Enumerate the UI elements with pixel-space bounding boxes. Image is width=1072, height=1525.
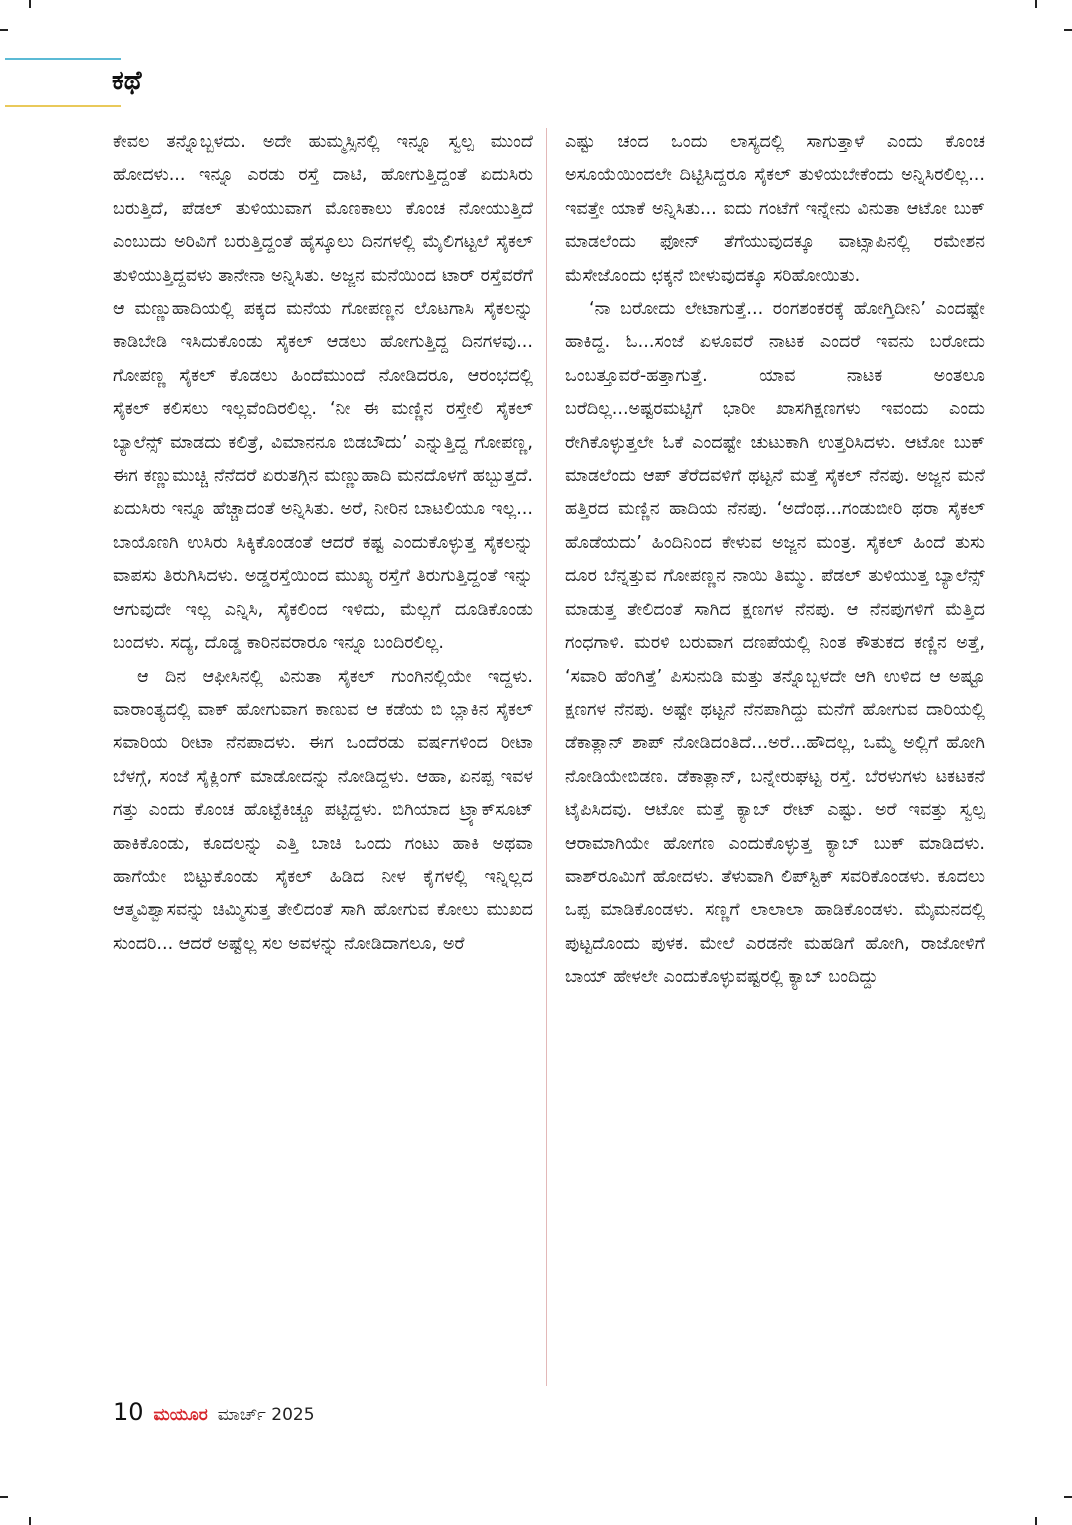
section-header: [0, 58, 142, 108]
page-footer: [113, 1398, 315, 1428]
article-column-left: [113, 126, 533, 961]
crop-mark: [1035, 0, 1037, 8]
paragraph: ಎಷ್ಟು ಚಂದ ಒಂದು ಲಾಸ್ಯದಲ್ಲಿ ಸಾಗುತ್ತಾಳೆ ಎಂದು ಕೊಂಚ ಅಸೂಯೆಯಿಂದಲೇ ದಿಟ್ಟಿಸಿದ್ದರೂ ಸೈಕಲ್ ತುಳಿಯಬೇಕೆಂದು ಅನ್ನಿಸಿರಲಿಲ್ಲ... ಇವತ್ತೇ ಯಾಕೆ ಅನ್ನಿಸಿತು... ಐದು ಗಂಟೆಗೆ ಇನ್ನೇನು ವಿನುತಾ ಆಟೋ ಬುಕ್ ಮಾಡಲೆಂದು ಫೋನ್ ತೆಗೆಯುವುದಕ್ಕೂ ವಾಟ್ಸಾಪಿನಲ್ಲಿ ರಮೇಶನ ಮೆಸೇಜೊಂದು ಛಕ್ಕನೆ ಬೀಳುವುದಕ್ಕೂ ಸರಿಹೋಯಿತು.: [565, 132, 985, 286]
crop-mark: [0, 29, 8, 31]
crop-mark: [1064, 1496, 1072, 1498]
crop-mark: [1064, 29, 1072, 31]
article-column-right: [565, 126, 985, 995]
magazine-logo: ಮಯೂರ: [153, 1405, 208, 1425]
header-rule-blue: [5, 58, 121, 60]
issue-date: ಮಾರ್ಚ್ 2025: [217, 1405, 315, 1425]
crop-mark: [29, 0, 31, 8]
section-label: ಕಥೆ: [112, 66, 142, 96]
crop-mark: [29, 1517, 31, 1525]
header-rule-yellow: [5, 105, 121, 107]
crop-mark: [0, 1496, 8, 1498]
paragraph: ‘ನಾ ಬರೋದು ಲೇಟಾಗುತ್ತೆ... ರಂಗಶಂಕರಕ್ಕೆ ಹೋಗ್ತಿದೀನಿ’ ಎಂದಷ್ಟೇ ಹಾಕಿದ್ದ. ಓ...ಸಂಜೆ ಏಳೂವರೆ ನಾಟಕ ಎಂದರೆ ಇವನು ಬರೋದು ಒಂಬತ್ತೂವರೆ-ಹತ್ತಾಗುತ್ತೆ. ಯಾವ ನಾಟಕ ಅಂತಲೂ ಬರೆದಿಲ್ಲ...ಅಷ್ಟರಮಟ್ಟಿಗೆ ಭಾರೀ ಖಾಸಗಿಕ್ಷಣಗಳು ಇವಂದು ಎಂದು ರೇಗಿಕೊಳ್ಳುತ್ತಲೇ ಓಕೆ ಎಂದಷ್ಟೇ ಚುಟುಕಾಗಿ ಉತ್ತರಿಸಿದಳು. ಆಟೋ ಬುಕ್ ಮಾಡಲೆಂದು ಆಪ್ ತೆರೆದವಳಿಗೆ ಥಟ್ಟನೆ ಮತ್ತೆ ಸೈಕಲ್ ನೆನಪು. ಅಜ್ಜನ ಮನೆ ಹತ್ತಿರದ ಮಣ್ಣಿನ ಹಾದಿಯ ನೆನಪು. ‘ಅದೆಂಥ...ಗಂಡುಬೀರಿ ಥರಾ ಸೈಕಲ್ ಹೊಡೆಯದು’ ಹಿಂದಿನಿಂದ ಕೇಳುವ ಅಜ್ಜನ ಮಂತ್ರ. ಸೈಕಲ್ ಹಿಂದೆ ತುಸು ದೂರ ಬೆನ್ನತ್ತುವ ಗೋಪಣ್ಣನ ನಾಯಿ ತಿಮ್ಮು. ಪೆಡಲ್ ತುಳಿಯುತ್ತ ಬ್ಯಾಲೆನ್ಸ್ ಮಾಡುತ್ತ ತೇಲಿದಂತೆ ಸಾಗಿದ ಕ್ಷಣಗಳ ನೆನಪು. ಆ ನೆನಪುಗಳಿಗೆ ಮೆತ್ತಿದ ಗಂಧಗಾಳಿ. ಮರಳಿ ಬರುವಾಗ ದಣಪೆಯಲ್ಲಿ ನಿಂತ ಕೌತುಕದ ಕಣ್ಣಿನ ಅತ್ತೆ, ‘ಸವಾರಿ ಹೆಂಗಿತ್ತೆ’ ಪಿಸುನುಡಿ ಮತ್ತು ತನ್ನೊಬ್ಬಳದೇ ಆಗಿ ಉಳಿದ ಆ ಅಷ್ಟೂ ಕ್ಷಣಗಳ ನೆನಪು. ಅಷ್ಟೇ ಥಟ್ಟನೆ ನೆನಪಾಗಿದ್ದು ಮನೆಗೆ ಹೋಗುವ ದಾರಿಯಲ್ಲಿ ಡೆಕಾತ್ಲಾನ್ ಶಾಪ್ ನೋಡಿದಂತಿದೆ...ಅರೆ...ಹೌದಲ್ಲ, ಒಮ್ಮೆ ಅಲ್ಲಿಗೆ ಹೋಗಿ ನೋಡಿಯೇಬಿಡಣ. ಡೆಕಾತ್ಲಾನ್, ಬನ್ನೇರುಘಟ್ಟ ರಸ್ತೆ. ಬೆರಳುಗಳು ಟಕಟಕನೆ ಟೈಪಿಸಿದವು. ಆಟೋ ಮತ್ತೆ ಕ್ಯಾಬ್ ರೇಟ್ ಎಷ್ಟು. ಅರೆ ಇವತ್ತು ಸ್ವಲ್ಪ ಆರಾಮಾಗಿಯೇ ಹೋಗಣ ಎಂದುಕೊಳ್ಳುತ್ತ ಕ್ಯಾಬ್ ಬುಕ್ ಮಾಡಿದಳು. ವಾಶ್‌ರೂಮಿಗೆ ಹೋದಳು. ತೆಳುವಾಗಿ ಲಿಪ್‌ಸ್ಟಿಕ್ ಸವರಿಕೊಂಡಳು. ಕೂದಲು ಒಪ್ಪ ಮಾಡಿಕೊಂಡಳು. ಸಣ್ಣಗೆ ಲಾಲಾಲಾ ಹಾಡಿಕೊಂಡಳು. ಮೈಮನದಲ್ಲಿ ಪುಟ್ಟದೊಂದು ಪುಳಕ. ಮೇಲೆ ಎರಡನೇ ಮಹಡಿಗೆ ಹೋಗಿ, ರಾಜೋಳಿಗೆ ಬಾಯ್ ಹೇಳಲೇ ಎಂದುಕೊಳ್ಳುವಷ್ಟರಲ್ಲಿ ಕ್ಯಾಬ್ ಬಂದಿದ್ದು: [565, 299, 985, 988]
paragraph: ಆ ದಿನ ಆಫೀಸಿನಲ್ಲಿ ವಿನುತಾ ಸೈಕಲ್ ಗುಂಗಿನಲ್ಲಿಯೇ ಇದ್ದಳು. ವಾರಾಂತ್ಯದಲ್ಲಿ ವಾಕ್ ಹೋಗುವಾಗ ಕಾಣುವ ಆ ಕಡೆಯ ಬಿ ಬ್ಲಾಕಿನ ಸೈಕಲ್ ಸವಾರಿಯ ರೀಟಾ ನೆನಪಾದಳು. ಈಗ ಒಂದೆರಡು ವರ್ಷಗಳಿಂದ ರೀಟಾ ಬೆಳಗ್ಗೆ, ಸಂಜೆ ಸೈಕ್ಲಿಂಗ್ ಮಾಡೋದನ್ನು ನೋಡಿದ್ದಳು. ಆಹಾ, ಏನಪ್ಪ ಇವಳ ಗತ್ತು ಎಂದು ಕೊಂಚ ಹೊಟ್ಟೆಕಿಚ್ಚೂ ಪಟ್ಟಿದ್ದಳು. ಬಿಗಿಯಾದ ಟ್ರ್ಯಾಕ್‌ಸೂಟ್ ಹಾಕಿಕೊಂಡು, ಕೂದಲನ್ನು ಎತ್ತಿ ಬಾಚಿ ಒಂದು ಗಂಟು ಹಾಕಿ ಅಥವಾ ಹಾಗೆಯೇ ಬಿಟ್ಟುಕೊಂಡು ಸೈಕಲ್ ಹಿಡಿದ ನೀಳ ಕೈಗಳಲ್ಲಿ ಇನ್ನಿಲ್ಲದ ಆತ್ಮವಿಶ್ವಾಸವನ್ನು ಚಿಮ್ಮಿಸುತ್ತ ತೇಲಿದಂತೆ ಸಾಗಿ ಹೋಗುವ ಕೋಲು ಮುಖದ ಸುಂದರಿ... ಆದರೆ ಅಷ್ಟೆಲ್ಲ ಸಲ ಅವಳನ್ನು ನೋಡಿದಾಗಲೂ, ಅರೆ: [113, 666, 533, 954]
column-divider: [546, 128, 547, 1386]
paragraph: ಕೇವಲ ತನ್ನೊಬ್ಬಳದು. ಅದೇ ಹುಮ್ಮಸ್ಸಿನಲ್ಲಿ ಇನ್ನೂ ಸ್ವಲ್ಪ ಮುಂದೆ ಹೋದಳು... ಇನ್ನೂ ಎರಡು ರಸ್ತೆ ದಾಟಿ, ಹೋಗುತ್ತಿದ್ದಂತೆ ಏದುಸಿರು ಬರುತ್ತಿದೆ, ಪೆಡಲ್ ತುಳಿಯುವಾಗ ಮೊಣಕಾಲು ಕೊಂಚ ನೋಯುತ್ತಿದೆ ಎಂಬುದು ಅರಿವಿಗೆ ಬರುತ್ತಿದ್ದಂತೆ ಹೈಸ್ಕೂಲು ದಿನಗಳಲ್ಲಿ ಮೈಲಿಗಟ್ಟಲೆ ಸೈಕಲ್ ತುಳಿಯುತ್ತಿದ್ದವಳು ತಾನೇನಾ ಅನ್ನಿಸಿತು. ಅಜ್ಜನ ಮನೆಯಿಂದ ಟಾರ್ ರಸ್ತೆವರೆಗೆ ಆ ಮಣ್ಣುಹಾದಿಯಲ್ಲಿ ಪಕ್ಕದ ಮನೆಯ ಗೋಪಣ್ಣನ ಲೊಟಗಾಸಿ ಸೈಕಲನ್ನು ಕಾಡಿಬೇಡಿ ಇಸಿದುಕೊಂಡು ಸೈಕಲ್ ಆಡಲು ಹೋಗುತ್ತಿದ್ದ ದಿನಗಳವು... ಗೋಪಣ್ಣ ಸೈಕಲ್ ಕೊಡಲು ಹಿಂದೆಮುಂದೆ ನೋಡಿದರೂ, ಆರಂಭದಲ್ಲಿ ಸೈಕಲ್ ಕಲಿಸಲು ಇಲ್ಲವೆಂದಿರಲಿಲ್ಲ. ‘ನೀ ಈ ಮಣ್ಣಿನ ರಸ್ತೇಲಿ ಸೈಕಲ್ ಬ್ಯಾಲೆನ್ಸ್ ಮಾಡದು ಕಲಿತ್ರೆ, ವಿಮಾನನೂ ಬಿಡಬೌದು’ ಎನ್ನುತ್ತಿದ್ದ ಗೋಪಣ್ಣ, ಈಗ ಕಣ್ಣುಮುಚ್ಚಿ ನೆನೆದರೆ ಏರುತಗ್ಗಿನ ಮಣ್ಣುಹಾದಿ ಮನದೊಳಗೆ ಹಬ್ಬುತ್ತದೆ. ಏದುಸಿರು ಇನ್ನೂ ಹೆಚ್ಚಾದಂತೆ ಅನ್ನಿಸಿತು. ಅರೆ, ನೀರಿನ ಬಾಟಲಿಯೂ ಇಲ್ಲ... ಬಾಯೊಣಗಿ ಉಸಿರು ಸಿಕ್ಕಿಕೊಂಡಂತೆ ಆದರೆ ಕಷ್ಟ ಎಂದುಕೊಳ್ಳುತ್ತ ಸೈಕಲನ್ನು ವಾಪಸು ತಿರುಗಿಸಿದಳು. ಅಡ್ಡರಸ್ತೆಯಿಂದ ಮುಖ್ಯ ರಸ್ತೆಗೆ ತಿರುಗುತ್ತಿದ್ದಂತೆ ಇನ್ನು ಆಗುವುದೇ ಇಲ್ಲ ಎನ್ನಿಸಿ, ಸೈಕಲಿಂದ ಇಳಿದು, ಮೆಲ್ಲಗೆ ದೂಡಿಕೊಂಡು ಬಂದಳು. ಸದ್ಯ, ದೊಡ್ಡ ಕಾರಿನವರಾರೂ ಇನ್ನೂ ಬಂದಿರಲಿಲ್ಲ.: [113, 132, 533, 654]
page-number: 10: [113, 1398, 144, 1426]
crop-mark: [1035, 1517, 1037, 1525]
